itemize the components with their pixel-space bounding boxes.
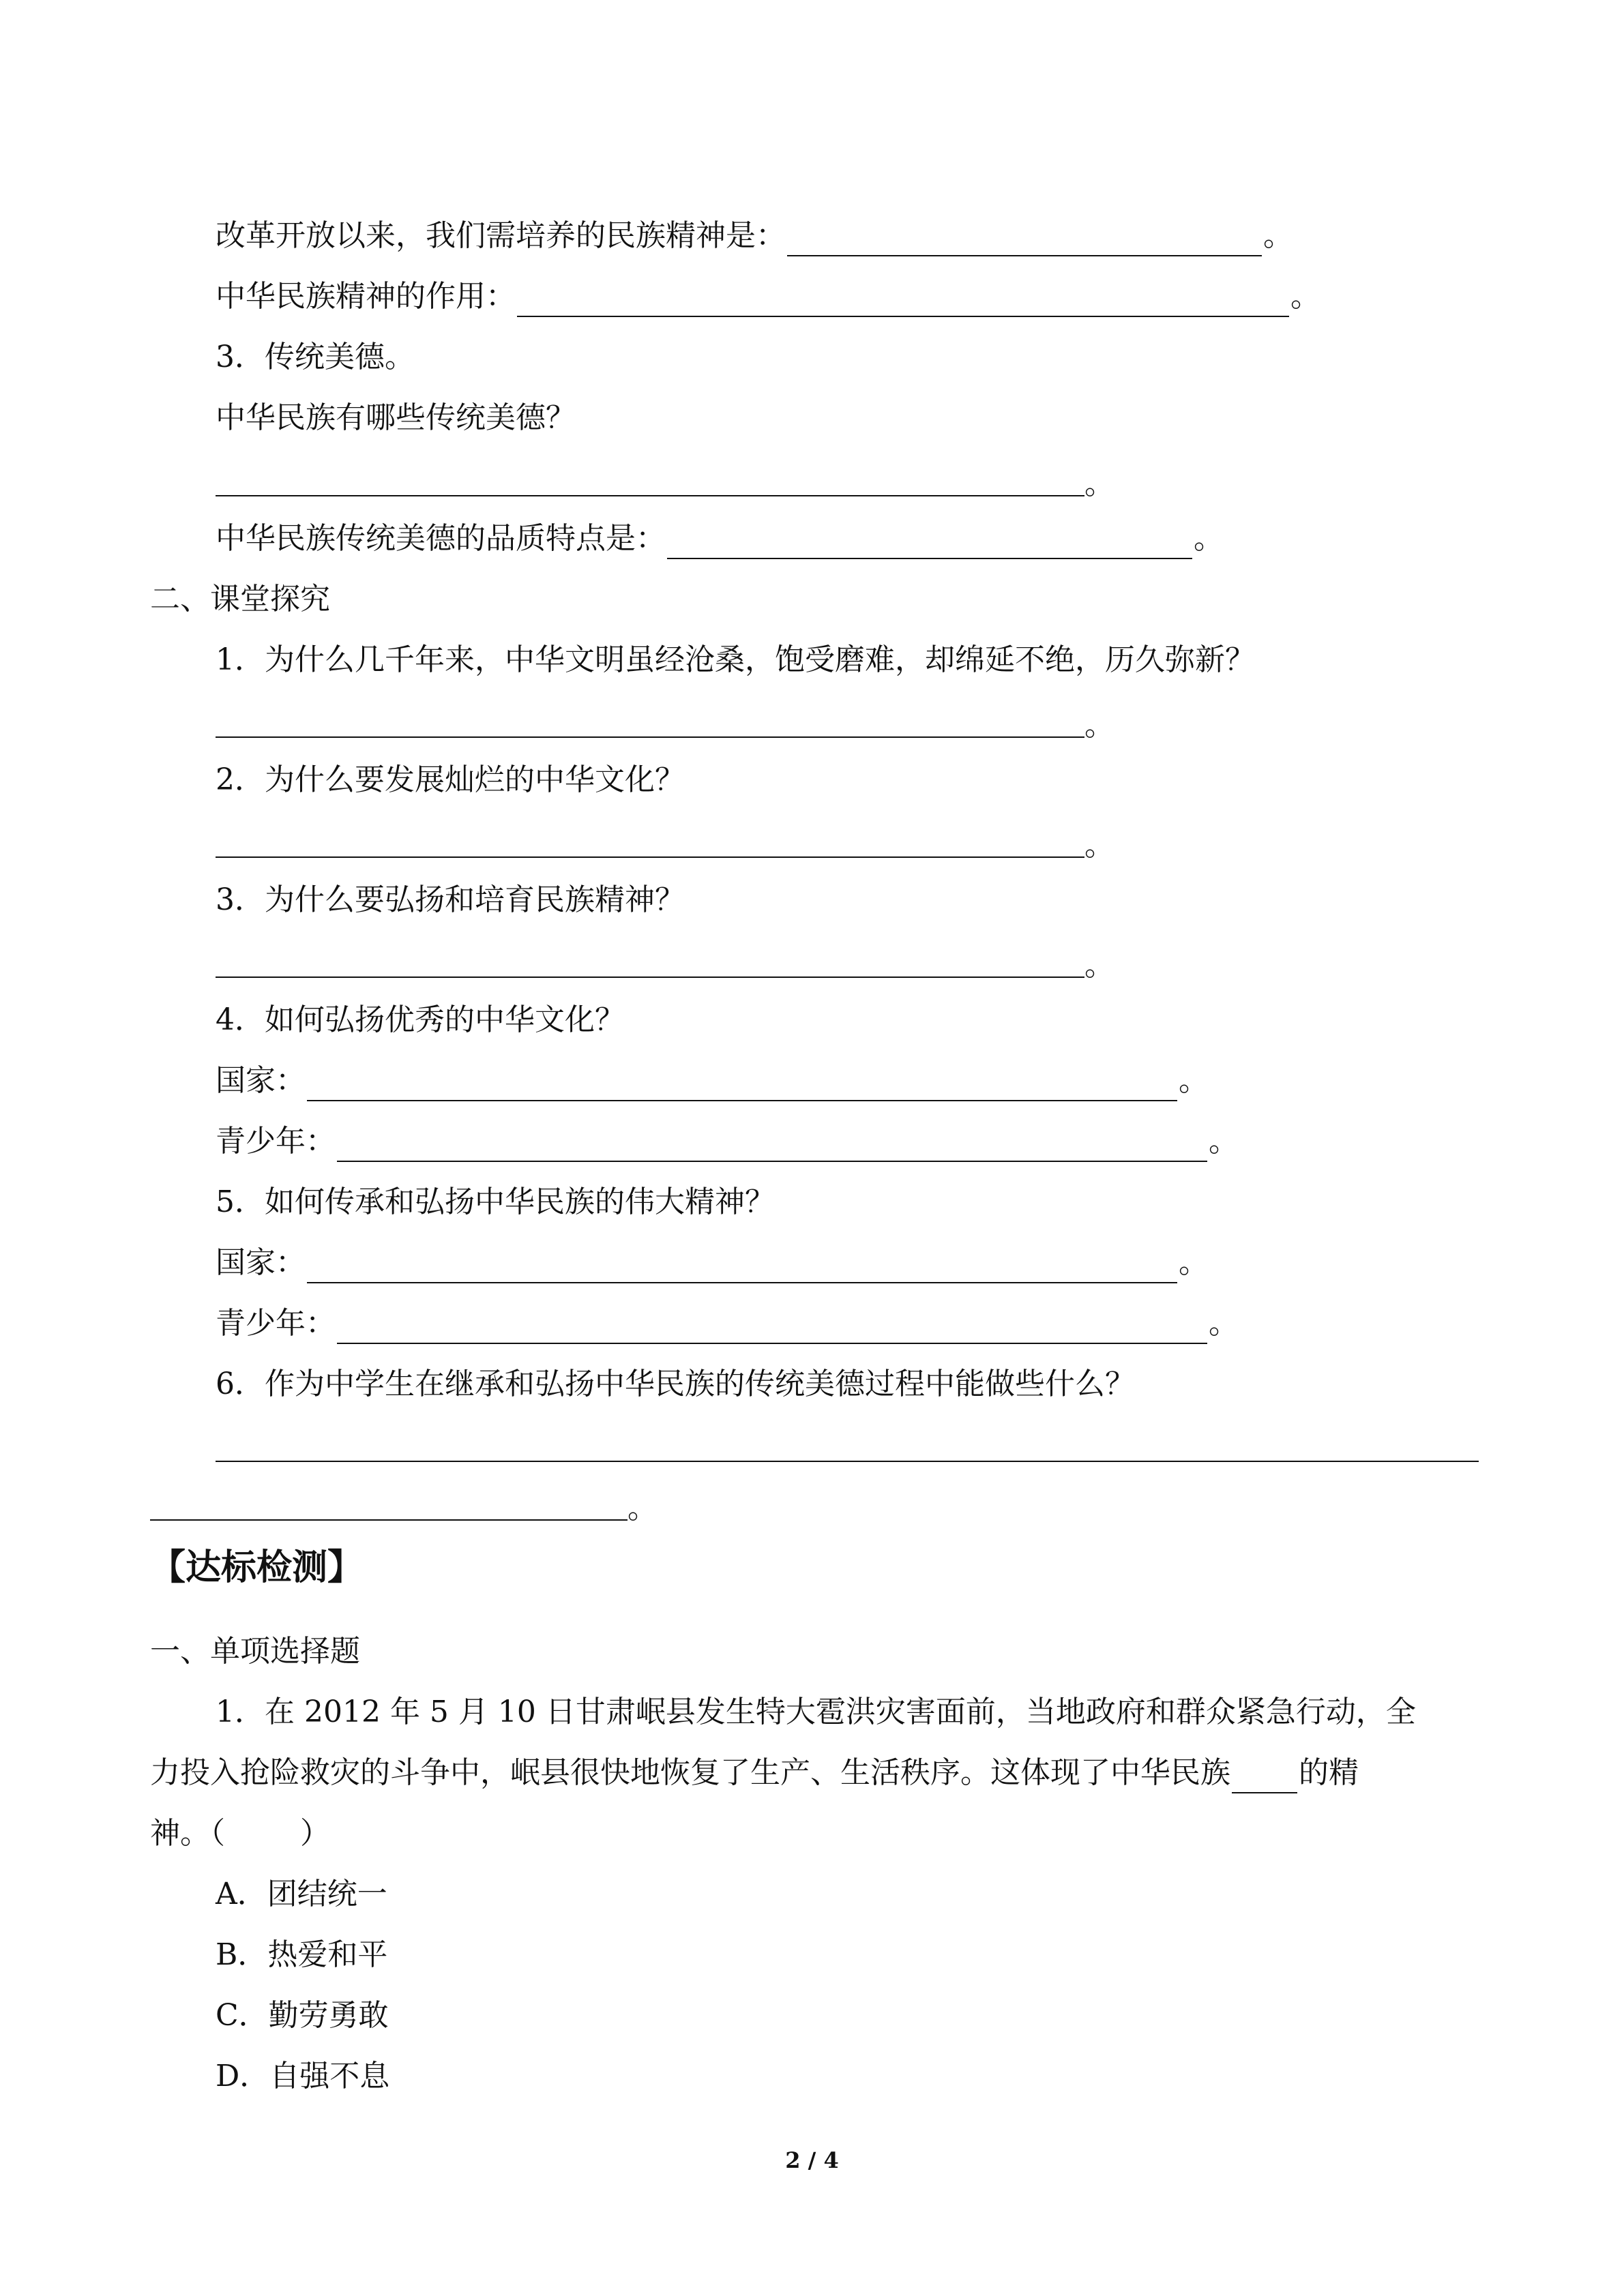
explore-q5: 5．如何传承和弘扬中华民族的伟大精神？ — [216, 1184, 775, 1219]
q5-country-line — [216, 1242, 1209, 1283]
answer-blank[interactable] — [216, 736, 1084, 738]
period-mark: 。 — [628, 1491, 658, 1525]
virtue-traits-line — [216, 518, 1224, 559]
explore-q3: 3．为什么要弘扬和培育民族精神？ — [216, 882, 685, 917]
period-mark: 。 — [1084, 708, 1114, 743]
period-mark: 。 — [1263, 218, 1293, 253]
virtue-question: 中华民族有哪些传统美德？ — [216, 400, 576, 435]
option-b[interactable]: B．热爱和平 — [216, 1937, 388, 1972]
option-a[interactable]: A．团结统一 — [216, 1877, 387, 1911]
answer-blank[interactable] — [216, 495, 1084, 496]
answer-blank[interactable] — [337, 1127, 1207, 1162]
virtue-traits-label: 中华民族传统美德的品质特点是： — [216, 521, 666, 556]
period-mark: 。 — [1179, 1063, 1209, 1098]
answer-blank[interactable] — [787, 221, 1262, 256]
option-d[interactable]: D．自强不息 — [216, 2059, 390, 2093]
youth-label: 青少年： — [216, 1124, 336, 1159]
explore-heading: 二、课堂探究 — [150, 582, 330, 616]
answer-blank[interactable] — [216, 1461, 1479, 1462]
page-number: 2 / 4 — [785, 2147, 839, 2173]
spirit-role-line — [216, 276, 1320, 317]
q5-youth-line — [216, 1303, 1239, 1344]
period-mark: 。 — [1194, 521, 1224, 556]
mcq-q1-line2 — [150, 1753, 1359, 1793]
country-label: 国家： — [216, 1063, 306, 1098]
period-mark: 。 — [1084, 828, 1114, 863]
answer-blank[interactable] — [216, 856, 1084, 858]
period-mark: 。 — [1290, 279, 1320, 314]
answer-blank[interactable] — [307, 1066, 1177, 1101]
mcq-q1-text: 力投入抢险救灾的斗争中，岷县很快地恢复了生产、生活秩序。这体现了中华民族 — [150, 1755, 1230, 1790]
mcq-q1-text: 神。（ — [150, 1816, 225, 1851]
virtue-heading: 3．传统美德。 — [216, 340, 415, 374]
answer-blank[interactable] — [307, 1248, 1177, 1283]
period-mark: 。 — [1209, 1124, 1239, 1159]
explore-q2: 2．为什么要发展灿烂的中华文化？ — [216, 762, 685, 797]
assessment-section: 一、单项选择题 — [150, 1634, 360, 1669]
answer-blank[interactable] — [337, 1309, 1207, 1344]
period-mark: 。 — [1084, 466, 1114, 501]
explore-q1: 1．为什么几千年来，中华文明虽经沧桑，饱受磨难，却绵延不绝，历久弥新？ — [216, 642, 1255, 677]
answer-blank[interactable] — [667, 524, 1192, 559]
mcq-q1-line1: 1．在 2012 年 5 月 10 日甘肃岷县发生特大雹洪灾害面前，当地政府和群众紧急行动，全 — [216, 1695, 1416, 1729]
reform-spirit-line — [216, 215, 1293, 256]
paren-close: ） — [300, 1816, 330, 1851]
period-mark: 。 — [1209, 1306, 1239, 1341]
assessment-title: 【达标检测】 — [150, 1547, 364, 1588]
answer-blank[interactable] — [1232, 1758, 1297, 1793]
mcq-q1-text-end: 的精 — [1299, 1755, 1359, 1790]
period-mark: 。 — [1084, 948, 1114, 983]
q4-country-line — [216, 1060, 1209, 1101]
q4-youth-line — [216, 1121, 1239, 1162]
option-c[interactable]: C．勤劳勇敢 — [216, 1998, 389, 2033]
answer-blank[interactable] — [517, 282, 1289, 317]
reform-spirit-label: 改革开放以来，我们需培养的民族精神是： — [216, 218, 786, 253]
explore-q4: 4．如何弘扬优秀的中华文化？ — [216, 1002, 625, 1037]
mcq-q1-line3 — [150, 1813, 330, 1854]
answer-blank[interactable] — [150, 1519, 628, 1521]
explore-q6: 6．作为中学生在继承和弘扬中华民族的传统美德过程中能做些什么？ — [216, 1367, 1135, 1401]
country-label: 国家： — [216, 1245, 306, 1280]
youth-label: 青少年： — [216, 1306, 336, 1341]
spirit-role-label: 中华民族精神的作用： — [216, 279, 516, 314]
period-mark: 。 — [1179, 1245, 1209, 1280]
answer-blank[interactable] — [216, 976, 1084, 978]
